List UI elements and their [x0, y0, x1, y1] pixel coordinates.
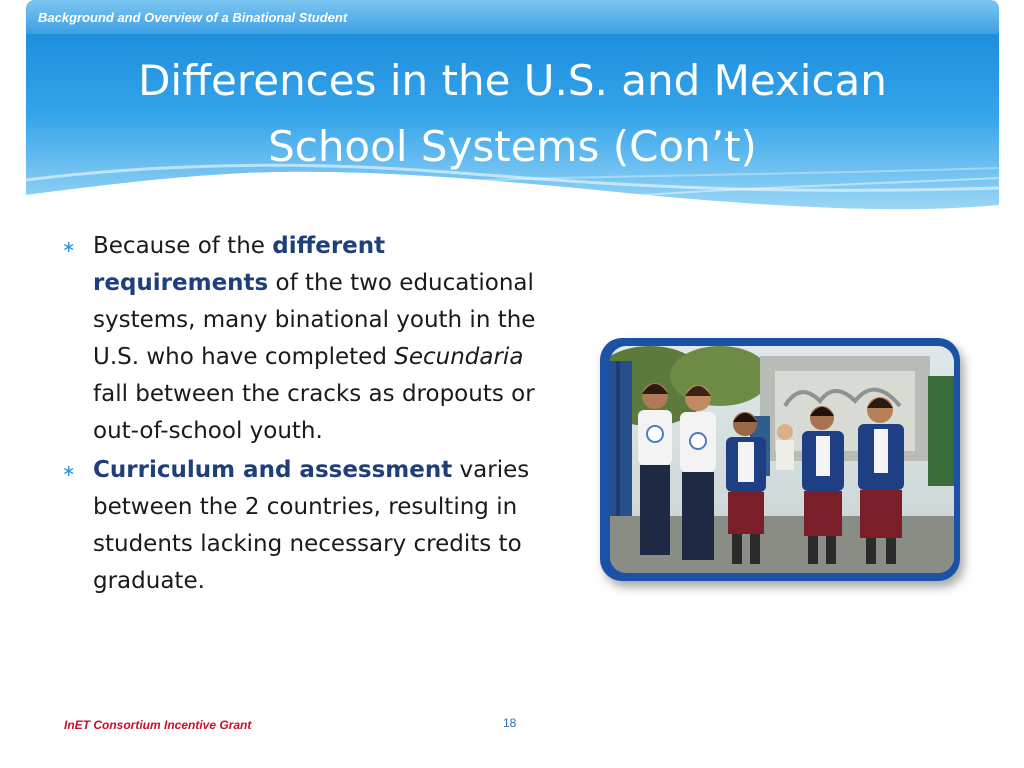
bullet-star-icon: ∗	[62, 461, 76, 480]
bullet-star-icon: ∗	[62, 237, 76, 256]
slide-title-line-2: School Systems (Con’t)	[268, 122, 757, 171]
bullet-1-text-b: of the two educational systems, many binational youth in the U.S. who have completed	[93, 270, 536, 370]
footer-grant-label: InET Consortium Incentive Grant	[64, 718, 252, 732]
bullet-item-1	[62, 228, 562, 450]
bullet-2-text: varies between the 2 countries, resulting in students lacking necessary credits to graduate.	[93, 457, 530, 594]
slide-title-line-1: Differences in the U.S. and Mexican	[138, 56, 887, 105]
breadcrumb: Background and Overview of a Binational Student	[38, 10, 348, 25]
student-photo-frame	[600, 338, 960, 581]
bullet-1-text-c: fall between the cracks as dropouts or out-of-school youth.	[93, 381, 535, 444]
photo-illustration	[610, 346, 954, 573]
bullet-1-emphasis-different-requirements: different requirements	[93, 233, 386, 296]
bullet-2-emphasis-curriculum: Curriculum and assessment	[93, 457, 453, 483]
bullet-1-italic-secundaria: Secundaria	[394, 344, 524, 370]
student-photo	[610, 346, 954, 573]
bullet-1-text-a: Because of the	[93, 233, 273, 259]
page-number: 18	[503, 716, 517, 730]
bullet-list	[62, 228, 562, 602]
bullet-item-2	[62, 452, 562, 600]
slide-title	[26, 48, 999, 180]
